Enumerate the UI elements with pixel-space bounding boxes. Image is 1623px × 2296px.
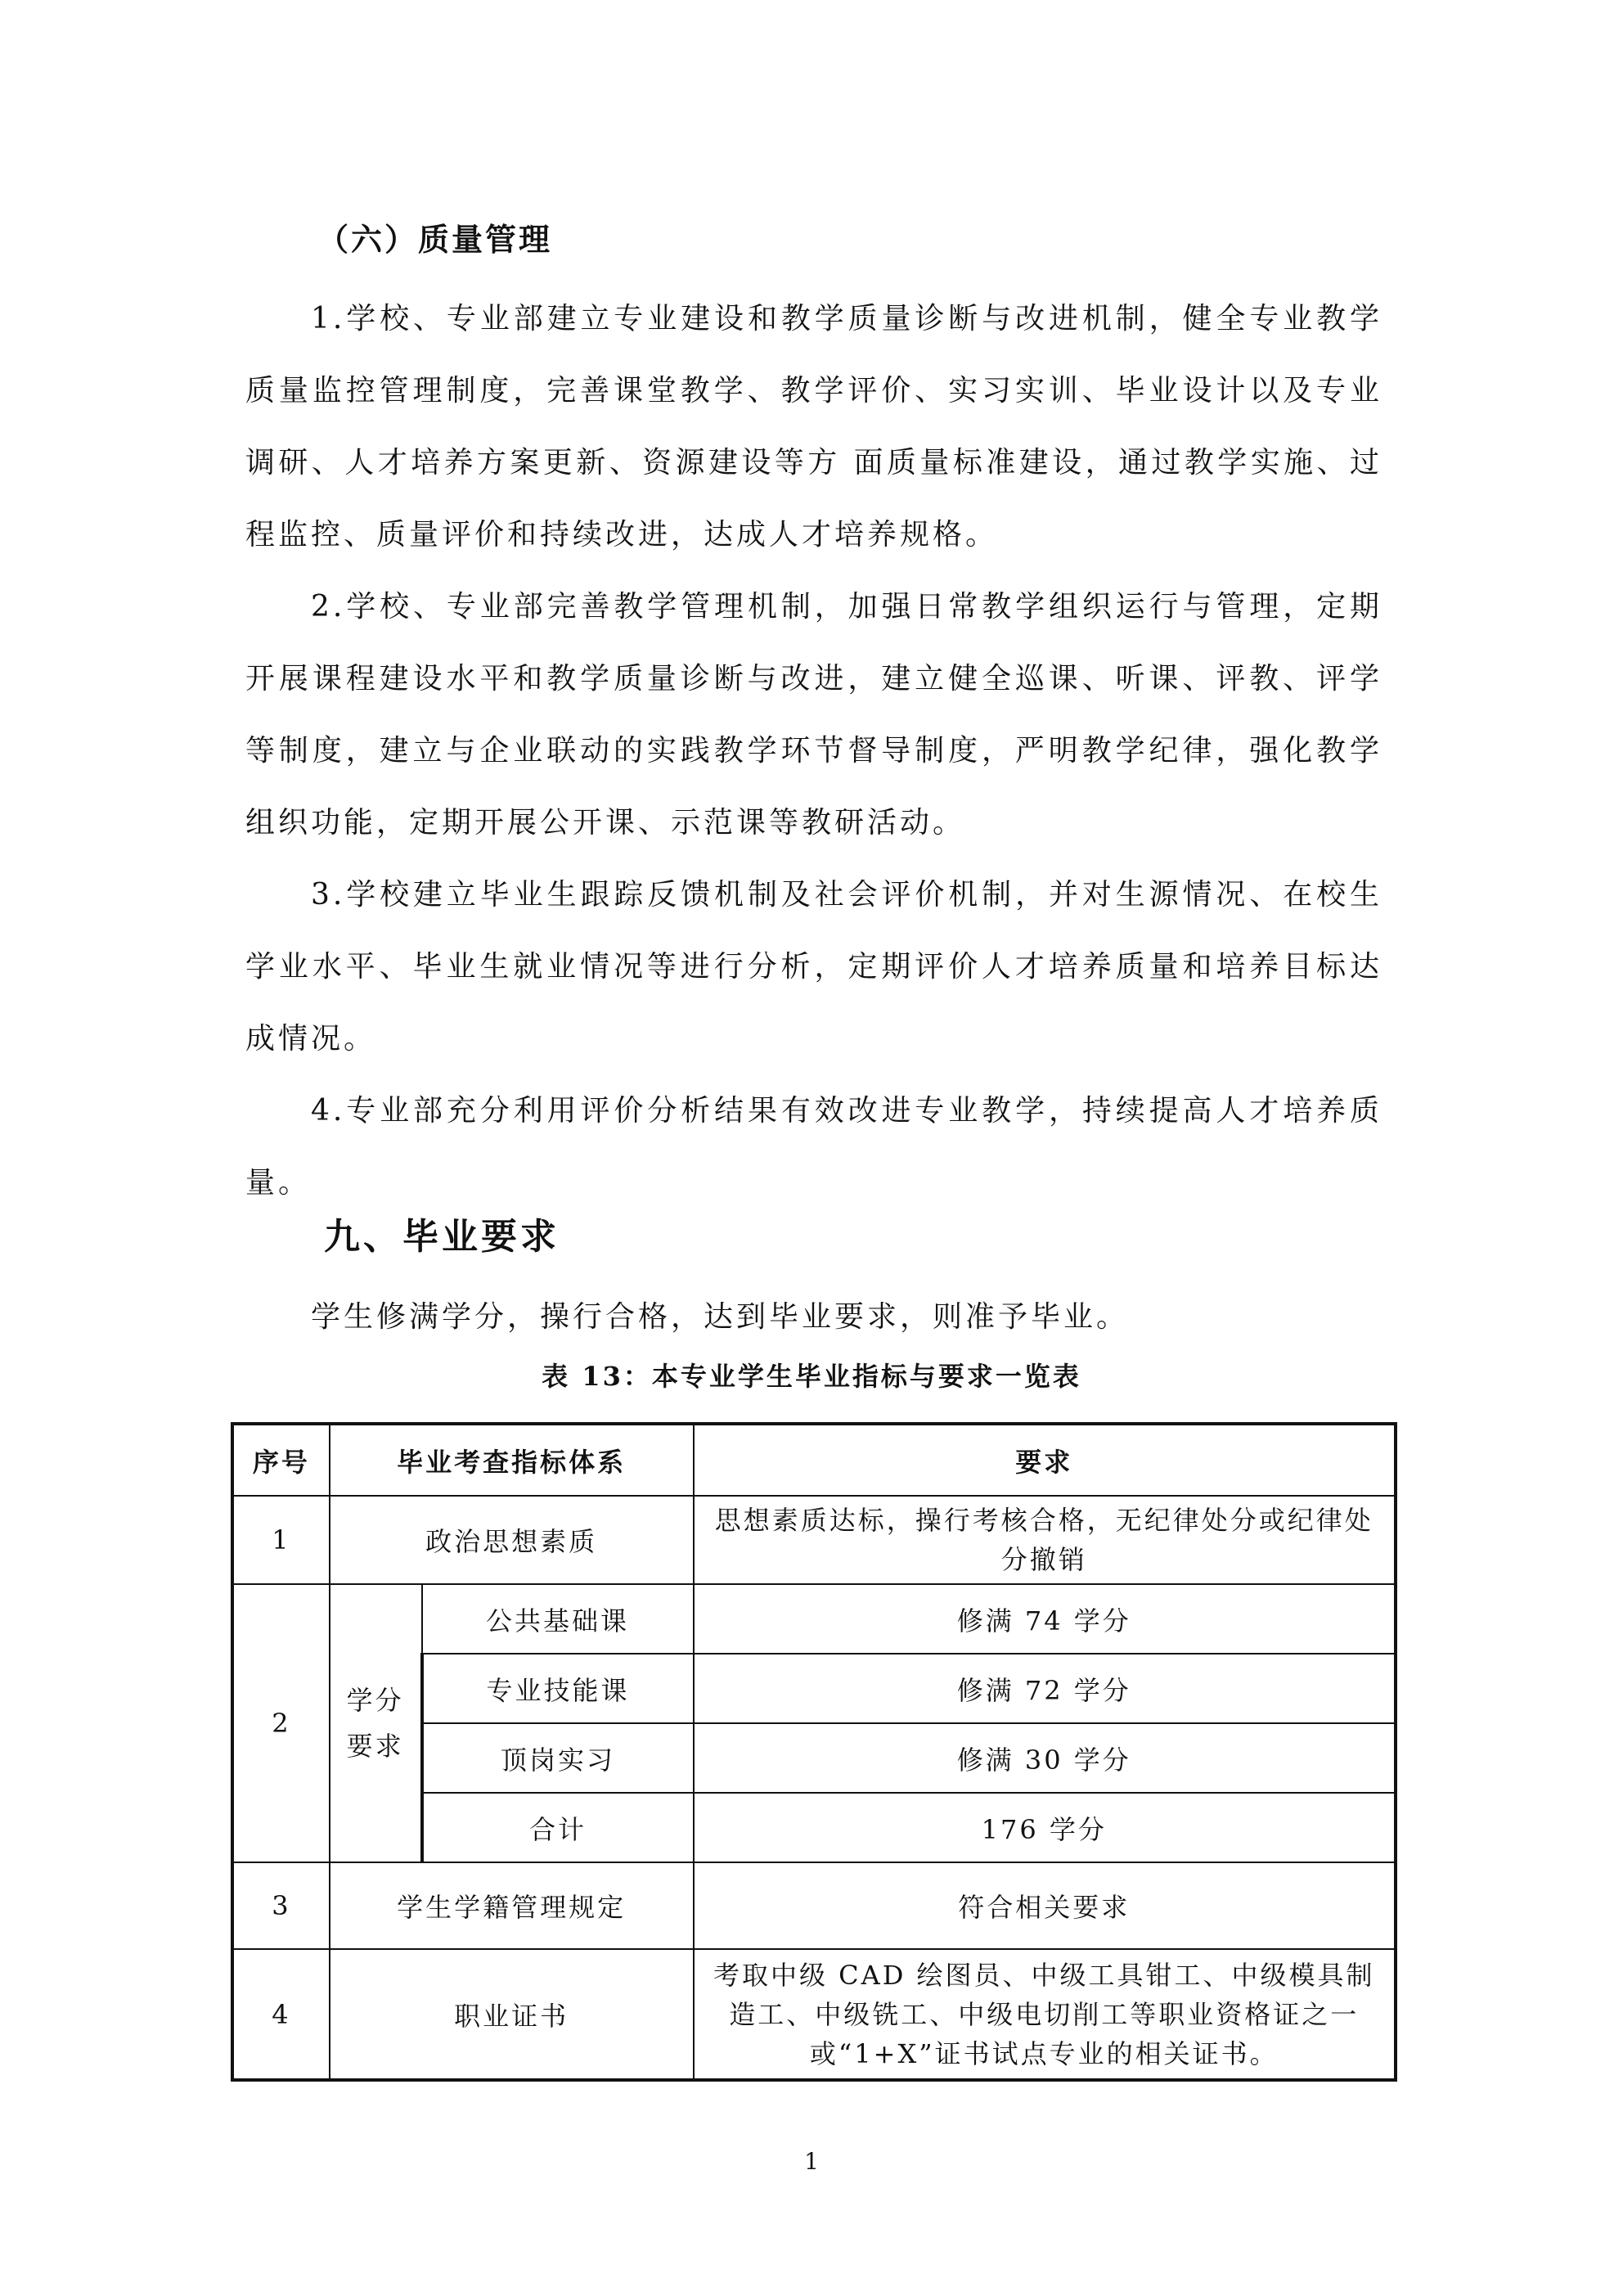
graduation-requirements-heading: 九、毕业要求	[324, 1216, 560, 1258]
table-caption: 表 13：本专业学生毕业指标与要求一览表	[542, 1361, 1081, 1392]
row-group-label: 学分要求	[330, 1584, 422, 1862]
row-requirement: 符合相关要求	[694, 1862, 1396, 1949]
row-requirement: 修满 74 学分	[694, 1584, 1396, 1654]
table-row	[232, 1862, 1396, 1949]
page-number: 1	[804, 2148, 819, 2175]
header-indicator: 毕业考查指标体系	[330, 1424, 694, 1496]
header-requirement: 要求	[694, 1424, 1396, 1496]
row-indicator: 顶岗实习	[422, 1723, 694, 1793]
table-header-row	[232, 1424, 1396, 1496]
table-row	[232, 1949, 1396, 2080]
row-no: 1	[232, 1496, 330, 1584]
row-requirement: 修满 30 学分	[694, 1723, 1396, 1793]
quality-paragraph-3: 3.学校建立毕业生跟踪反馈机制及社会评价机制，并对生源情况、在校生学业水平、毕业生就业情况等进行分析，定期评价人才培养质量和培养目标达成情况。	[245, 878, 1382, 1056]
row-no: 4	[232, 1949, 330, 2080]
row-indicator: 公共基础课	[422, 1584, 694, 1654]
header-no: 序号	[232, 1424, 330, 1496]
quality-paragraph-4: 4.专业部充分利用评价分析结果有效改进专业教学，持续提高人才培养质量。	[245, 1094, 1382, 1200]
graduation-requirements-table	[231, 1422, 1397, 2082]
row-indicator: 合计	[422, 1793, 694, 1862]
row-indicator: 政治思想素质	[330, 1496, 694, 1584]
row-indicator: 学生学籍管理规定	[330, 1862, 694, 1949]
row-no: 2	[232, 1584, 330, 1862]
row-requirement: 修满 72 学分	[694, 1654, 1396, 1723]
row-requirement: 思想素质达标，操行考核合格，无纪律处分或纪律处分撤销	[694, 1496, 1396, 1584]
graduation-intro: 学生修满学分，操行合格，达到毕业要求，则准予毕业。	[311, 1300, 1130, 1334]
table-row	[232, 1584, 1396, 1654]
table-row	[232, 1496, 1396, 1584]
row-indicator: 专业技能课	[422, 1654, 694, 1723]
quality-management-heading: （六）质量管理	[317, 222, 553, 258]
row-indicator: 职业证书	[330, 1949, 694, 2080]
quality-paragraph-2: 2.学校、专业部完善教学管理机制，加强日常教学组织运行与管理，定期开展课程建设水平和教学质量诊断与改进，建立健全巡课、听课、评教、评学等制度，建立与企业联动的实践教学环节督导制度，严明教学纪律，强化教学组织功能，定期开展公开课、示范课等教研活动。	[245, 590, 1382, 840]
row-requirement: 考取中级 CAD 绘图员、中级工具钳工、中级模具制造工、中级铣工、中级电切削工等职业资格证之一或“1+X”证书试点专业的相关证书。	[694, 1949, 1396, 2080]
row-requirement: 176 学分	[694, 1793, 1396, 1862]
quality-paragraph-1: 1.学校、专业部建立专业建设和教学质量诊断与改进机制，健全专业教学质量监控管理制度，完善课堂教学、教学评价、实习实训、毕业设计以及专业调研、人才培养方案更新、资源建设等方 面质量标准建设，通过教学实施、过程监控、质量评价和持续改进，达成人才培养规格。	[245, 302, 1382, 551]
row-no: 3	[232, 1862, 330, 1949]
